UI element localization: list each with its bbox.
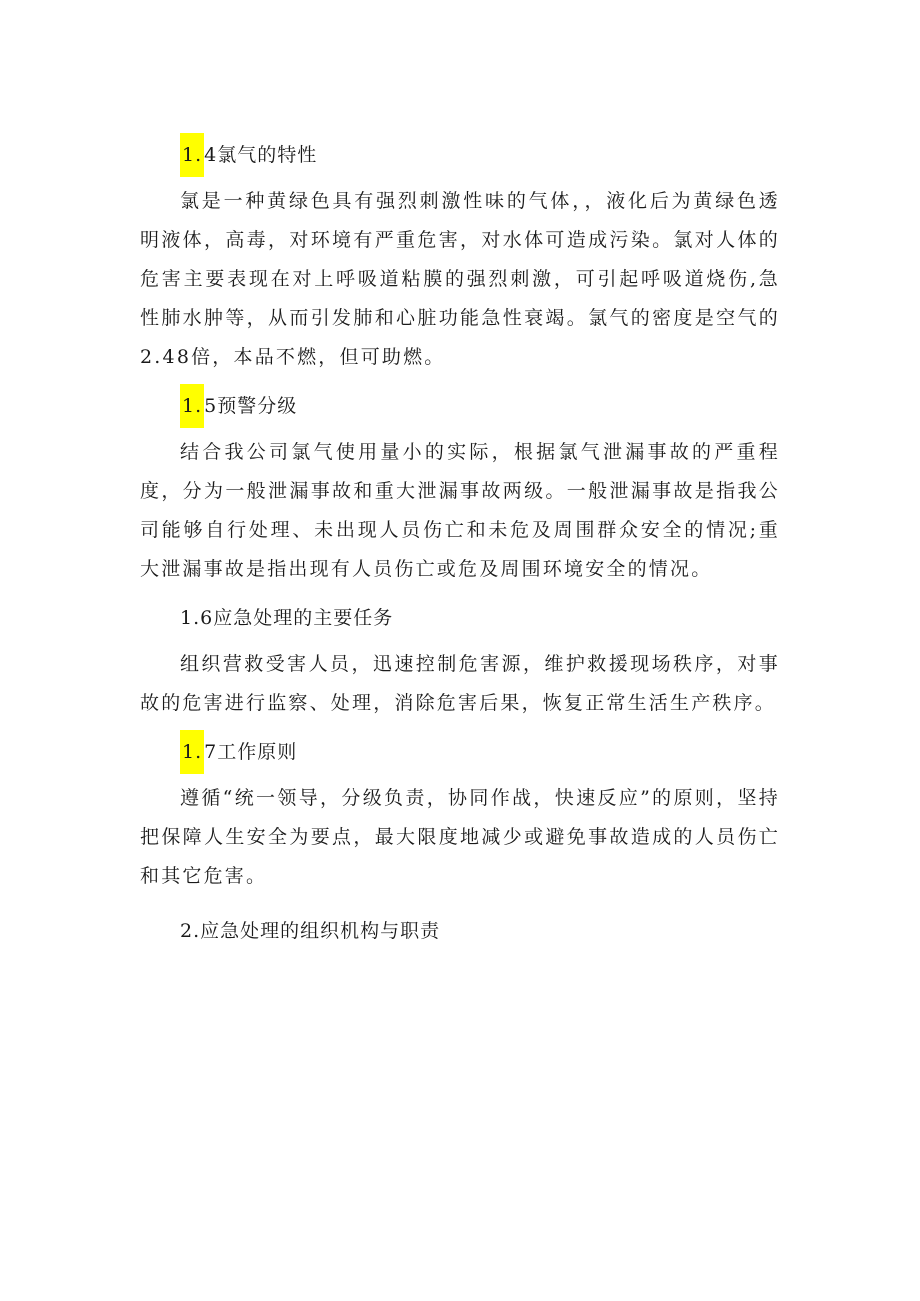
highlighted-number: 1. <box>180 384 204 428</box>
document-body <box>140 128 780 958</box>
paragraph-main-tasks: 组织营救受害人员，迅速控制危害源，维护救援现场秩序，对事故的危害进行监察、处理，消除危害后果，恢复正常生活生产秩序。 <box>140 653 780 714</box>
highlighted-number: 1. <box>180 730 204 774</box>
section-heading-1-4 <box>140 128 780 182</box>
section-heading-1-6 <box>140 591 780 645</box>
heading-title: 应急处理的组织机构与职责 <box>200 920 441 942</box>
section-heading-2 <box>140 904 780 958</box>
section-heading-1-7 <box>140 725 780 779</box>
heading-number: 7 <box>204 741 218 763</box>
section-heading-1-5 <box>140 379 780 433</box>
heading-title: 应急处理的主要任务 <box>213 607 394 629</box>
paragraph-chlorine-properties: 氯是一种黄绿色具有强烈刺激性味的气体，，液化后为黄绿色透明液体，高毒，对环境有严重危害，对水体可造成污染。氯对人体的危害主要表现在对上呼吸道粘膜的强烈刺激，可引起呼吸道烧伤,急性肺水肿等，从而引发肺和心脏功能急性衰竭。氯气的密度是空气的2.48倍，本品不燃，但可助燃。 <box>140 190 780 368</box>
heading-title: 预警分级 <box>217 395 298 417</box>
heading-title: 工作原则 <box>217 741 298 763</box>
paragraph-work-principles: 遵循“统一领导，分级负责，协同作战，快速反应”的原则，坚持把保障人生安全为要点，最大限度地减少或避免事故造成的人员伤亡和其它危害。 <box>140 787 780 887</box>
heading-title: 氯气的特性 <box>217 144 318 166</box>
heading-number: 4 <box>204 144 218 166</box>
highlighted-number: 1. <box>180 133 204 177</box>
heading-number: 5 <box>204 395 218 417</box>
heading-number: 2. <box>180 920 201 942</box>
heading-number: 1.6 <box>180 607 214 629</box>
paragraph-warning-levels: 结合我公司氯气使用量小的实际，根据氯气泄漏事故的严重程度，分为一般泄漏事故和重大泄漏事故两级。一般泄漏事故是指我公司能够自行处理、未出现人员伤亡和未危及周围群众安全的情况;重大泄漏事故是指出现有人员伤亡或危及周围环境安全的情况。 <box>140 441 780 580</box>
